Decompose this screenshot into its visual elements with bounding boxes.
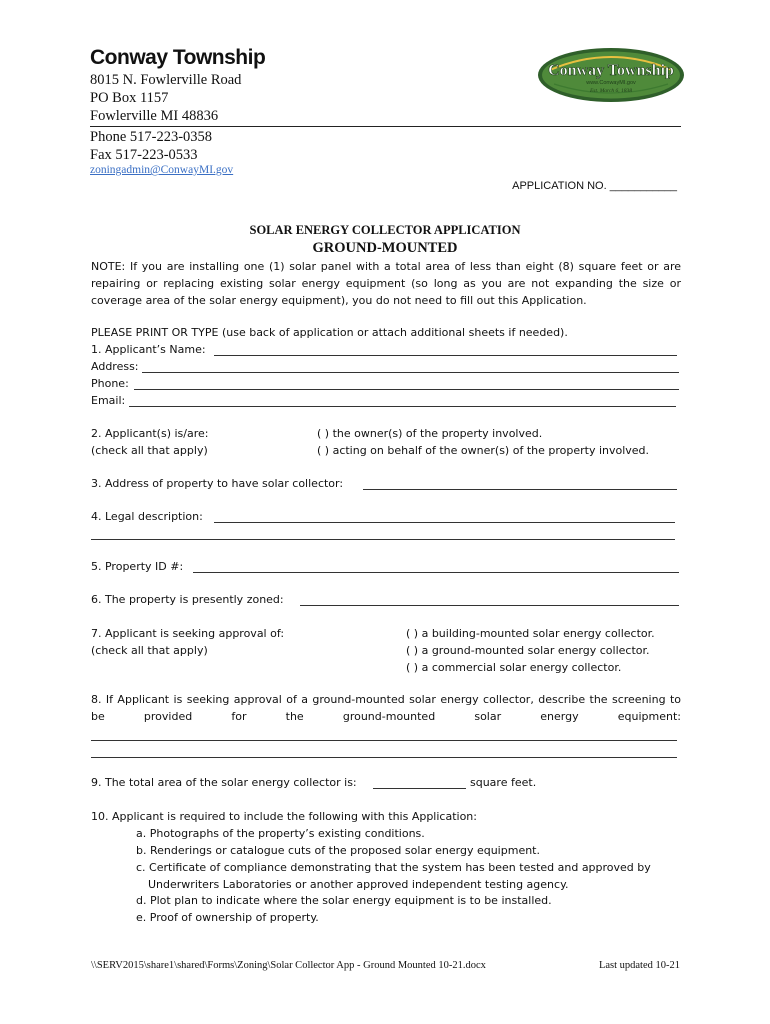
q10-item-d: d. Plot plan to indicate where the solar energy equipment is to be installed.	[136, 894, 552, 907]
q4-label: 4. Legal description:	[91, 510, 203, 523]
q7-option-building[interactable]: ( ) a building-mounted solar energy collector.	[406, 627, 655, 640]
q4-field[interactable]	[214, 522, 675, 523]
instructions: PLEASE PRINT OR TYPE (use back of application or attach additional sheets if needed).	[91, 326, 568, 339]
q6-label: 6. The property is presently zoned:	[91, 593, 284, 606]
q10-label: 10. Applicant is required to include the following with this Application:	[91, 810, 477, 823]
application-number: APPLICATION NO. ___________	[512, 180, 677, 192]
phone-field[interactable]	[134, 389, 679, 390]
note-paragraph: NOTE: If you are installing one (1) solar panel with a total area of less than eight (8) square feet or are repairing or replacing existing solar energy equipment (so long as you are not expanding the size or coverage area of the solar energy equipment), you do not need to fill out this Application.	[91, 260, 681, 307]
q7-option-ground[interactable]: ( ) a ground-mounted solar energy collector.	[406, 644, 650, 657]
township-logo	[536, 46, 686, 104]
q2-sub: (check all that apply)	[91, 444, 208, 457]
q10-item-a: a. Photographs of the property’s existing conditions.	[136, 827, 425, 840]
q7-sub: (check all that apply)	[91, 644, 208, 657]
form-subtitle: GROUND-MOUNTED	[312, 240, 458, 256]
address-field[interactable]	[142, 372, 679, 373]
q5-field[interactable]	[193, 572, 679, 573]
q10-item-c: c. Certificate of compliance demonstrating that the system has been tested and approved by	[136, 861, 651, 874]
email-link[interactable]: zoningadmin@ConwayMI.gov	[90, 164, 234, 176]
township-name: Conway Township	[90, 46, 266, 69]
email-label: Email:	[91, 394, 126, 407]
q7-option-commercial[interactable]: ( ) a commercial solar energy collector.	[406, 661, 622, 674]
phone-label: Phone:	[91, 377, 129, 390]
footer-file-path: \\SERV2015\share1\shared\Forms\Zoning\Solar Collector App - Ground Mounted 10-21.docx	[91, 960, 486, 971]
applicant-name-label: 1. Applicant’s Name:	[91, 343, 206, 356]
address-label: Address:	[91, 360, 139, 373]
logo-established: Est. March 6, 1838	[589, 88, 633, 94]
q3-field[interactable]	[363, 489, 677, 490]
q10-item-b: b. Renderings or catalogue cuts of the proposed solar energy equipment.	[136, 844, 540, 857]
q9-suffix: square feet.	[470, 776, 537, 789]
q6-field[interactable]	[300, 605, 679, 606]
footer-last-updated: Last updated 10-21	[598, 960, 680, 971]
q3-label: 3. Address of property to have solar collector:	[91, 477, 344, 490]
q8-text: 8. If Applicant is seeking approval of a ground-mounted solar energy collector, describe the screening to be provided for the ground-mounted solar energy equipment:	[91, 693, 681, 723]
logo-name: Conway Township	[548, 62, 674, 79]
applicant-name-field[interactable]	[214, 355, 677, 356]
q8-field-line-2[interactable]	[91, 757, 677, 758]
q2-option-owner[interactable]: ( ) the owner(s) of the property involved.	[317, 427, 543, 440]
fax-number: Fax 517-223-0533	[90, 147, 198, 163]
email-field[interactable]	[129, 406, 676, 407]
q2-option-behalf[interactable]: ( ) acting on behalf of the owner(s) of the property involved.	[317, 444, 650, 457]
phone-number: Phone 517-223-0358	[90, 129, 213, 145]
q2-label: 2. Applicant(s) is/are:	[91, 427, 209, 440]
address-line-1: 8015 N. Fowlerville Road	[90, 72, 242, 88]
address-line-3: Fowlerville MI 48836	[90, 108, 219, 124]
q4-field-line-2[interactable]	[91, 539, 675, 540]
q8-field-line-1[interactable]	[91, 740, 677, 741]
q5-label: 5. Property ID #:	[91, 560, 184, 573]
q10-item-e: e. Proof of ownership of property.	[136, 911, 319, 924]
q7-label: 7. Applicant is seeking approval of:	[91, 627, 285, 640]
header-divider	[90, 126, 681, 127]
logo-website: www.ConwayMI.gov	[586, 80, 636, 86]
q10-item-c-continued: Underwriters Laboratories or another approved independent testing agency.	[148, 878, 569, 891]
q9-field[interactable]	[373, 788, 466, 789]
address-line-2: PO Box 1157	[90, 90, 169, 106]
q9-label: 9. The total area of the solar energy collector is:	[91, 776, 357, 789]
form-title: SOLAR ENERGY COLLECTOR APPLICATION	[249, 223, 521, 237]
